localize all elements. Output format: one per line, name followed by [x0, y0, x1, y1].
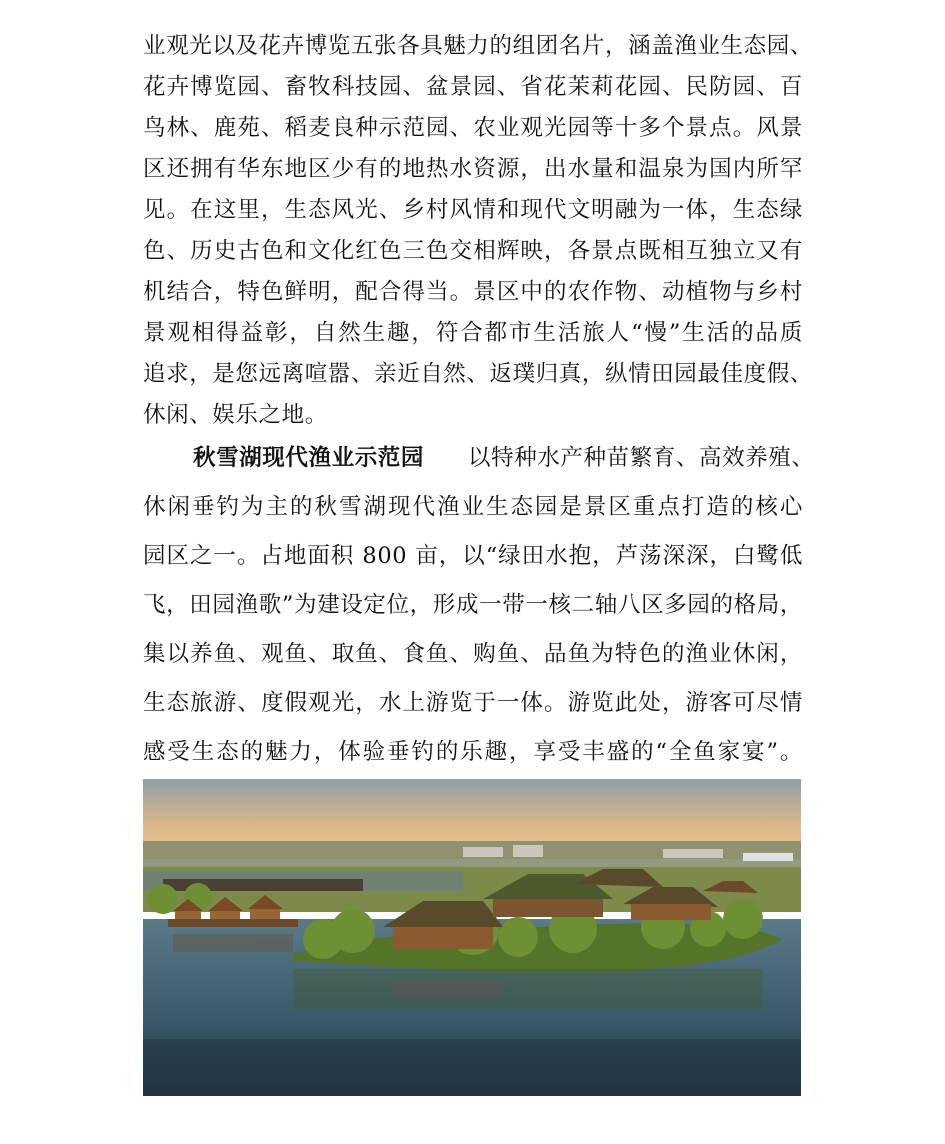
paragraph-1-line-4: 区还拥有华东地区少有的地热水资源，出水量和温泉为国内所罕 — [143, 156, 803, 182]
section-heading: 秋雪湖现代渔业示范园 — [193, 445, 425, 471]
paragraph-2-line-6: 生态旅游、度假观光，水上游览于一体。游览此处，游客可尽情 — [143, 690, 803, 716]
lake-park-photo — [143, 779, 801, 1096]
paragraph-1-line-10: 休闲、娱乐之地。 — [143, 402, 328, 428]
paragraph-1-line-3: 鸟林、鹿苑、稻麦良种示范园、农业观光园等十多个景点。风景 — [143, 115, 803, 141]
paragraph-1-line-5: 见。在这里，生态风光、乡村风情和现代文明融为一体，生态绿 — [143, 197, 803, 223]
paragraph-2-line-3: 园区之一。占地面积 800 亩，以“绿田水抱，芦荡深深，白鹭低 — [143, 543, 803, 569]
paragraph-2-line-5: 集以养鱼、观鱼、取鱼、食鱼、购鱼、品鱼为特色的渔业休闲， — [143, 641, 803, 667]
paragraph-2-line-1: 以特种水产种苗繁育、高效养殖、 — [468, 445, 815, 471]
paragraph-1-line-6: 色、历史古色和文化红色三色交相辉映，各景点既相互独立又有 — [143, 238, 803, 264]
paragraph-1-line-9: 追求，是您远离喧嚣、亲近自然、返璞归真，纵情田园最佳度假、 — [143, 361, 813, 387]
paragraph-2-line-7: 感受生态的魅力，体验垂钓的乐趣，享受丰盛的“全鱼家宴”。 — [143, 739, 803, 765]
paragraph-1-line-2: 花卉博览园、畜牧科技园、盆景园、省花茉莉花园、民防园、百 — [143, 74, 803, 100]
paragraph-1-line-8: 景观相得益彰，自然生趣，符合都市生活旅人“慢”生活的品质 — [143, 320, 803, 346]
paragraph-1-line-1: 业观光以及花卉博览五张各具魅力的组团名片，涵盖渔业生态园、 — [143, 33, 813, 59]
lake-shadow — [143, 1039, 801, 1096]
paragraph-1-line-7: 机结合，特色鲜明，配合得当。景区中的农作物、动植物与乡村 — [143, 279, 803, 305]
paragraph-2-line-4: 飞，田园渔歌”为建设定位，形成一带一核二轴八区多园的格局， — [143, 592, 803, 618]
paragraph-2-line-2: 休闲垂钓为主的秋雪湖现代渔业生态园是景区重点打造的核心 — [143, 494, 803, 520]
